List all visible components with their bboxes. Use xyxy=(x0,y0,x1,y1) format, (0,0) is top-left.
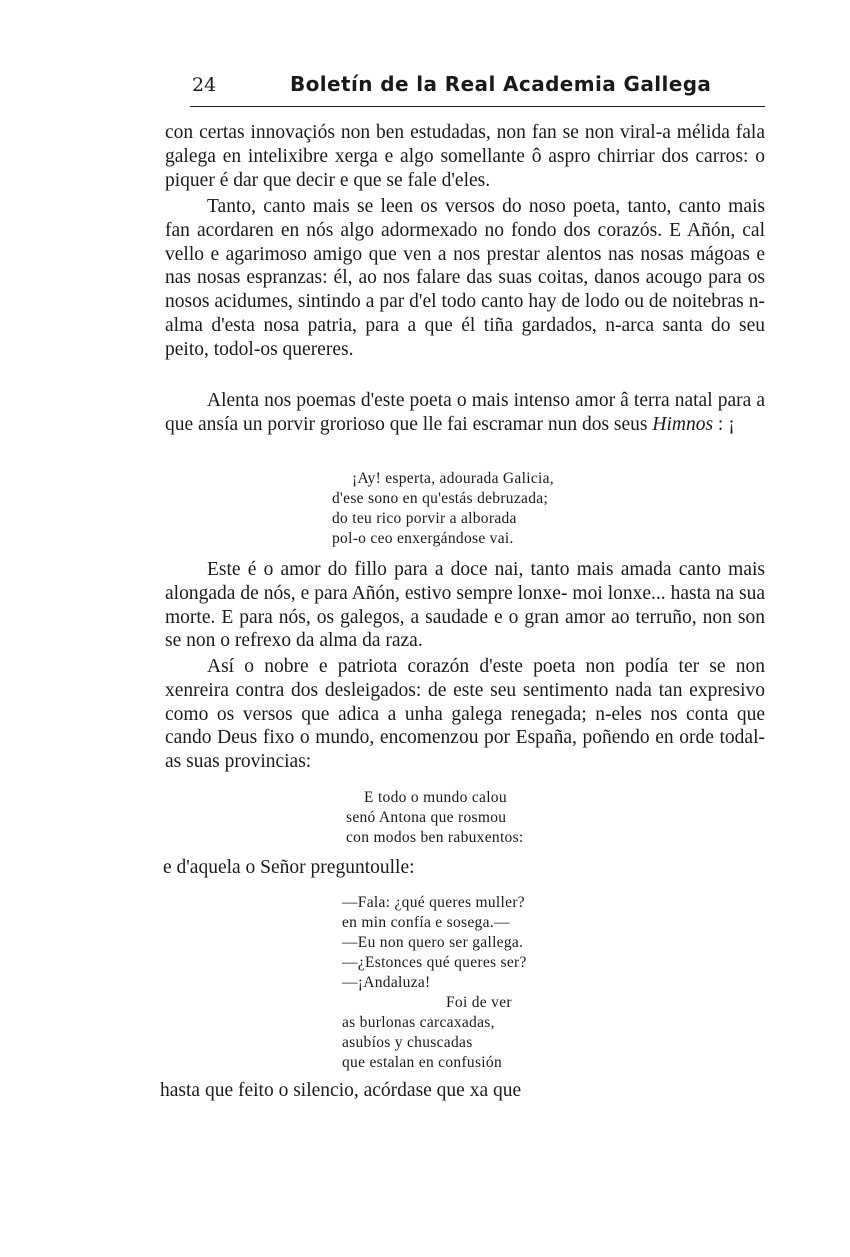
verse-line: do teu rico porvir a alborada xyxy=(332,510,517,527)
verse-stanza-3 xyxy=(342,893,527,1073)
verse-stanza-2 xyxy=(346,788,524,848)
page-number: 24 xyxy=(192,74,217,96)
verse-line: ¡Ay! esperta, adourada Galicia, xyxy=(352,470,554,487)
paragraph-6: e d'aquela o Señor preguntoulle: xyxy=(163,857,415,878)
paragraph-4: Este é o amor do fillo para a doce nai, tanto mais amada canto mais alongada de nós, e para Añón, estivo sempre lonxe- moi lonxe... hasta na sua morte. E para nós, os galegos, a saudade e o gran amor ao terruño, non son se non o refrexo da alma da raza. xyxy=(165,559,765,652)
verse-line: —¡Andaluza! xyxy=(342,974,431,991)
verse-line: d'ese sono en qu'estás debruzada; xyxy=(332,490,549,507)
paragraph-3-text: Alenta nos poemas d'este poeta o mais intenso amor â terra natal para a que ansía un porvir grorioso que lle fai escramar nun dos seus xyxy=(165,390,765,435)
verse-line: que estalan en confusión xyxy=(342,1054,502,1071)
verse-line: senó Antona que rosmou xyxy=(346,809,507,826)
verse-line: —¿Estonces qué queres ser? xyxy=(342,954,527,971)
verse-line: Foi de ver xyxy=(446,994,512,1011)
verse-line: —Fala: ¿qué queres muller? xyxy=(342,894,525,911)
verse-line: asubíos y chuscadas xyxy=(342,1034,473,1051)
paragraph-2: Tanto, canto mais se leen os versos do noso poeta, tanto, canto mais fan acordaren en nós algo adormexado no fondo dos corazós. E Añón, cal vello e agarimoso amigo que ven a nos prestar alentos nas nosas mágoas e nas nosas espranzas: él, ao nos falare das suas coitas, danos acougo para os nosos acidumes, sintindo a par d'el todo canto hay de lodo ou de noitebras n-alma d'esta nosa patria, para a que él tiña gardados, n-arca santa do seu peito, todol-os quereres. xyxy=(165,196,765,360)
verse-line: con modos ben rabuxentos: xyxy=(346,829,524,846)
running-header xyxy=(190,70,765,107)
paragraph-5: Así o nobre e patriota corazón d'este poeta non podía ter se non xenreira contra dos desleigados: de este seu sentimento nada tan expresivo como os versos que adica a unha galega renegada; n-eles nos conta que cando Deus fixo o mundo, encomenzou por España, poñendo en orde todal-as suas provincias: xyxy=(165,656,765,773)
verse-line: E todo o mundo calou xyxy=(364,789,507,806)
paragraph-7: hasta que feito o silencio, acórdase que xa que xyxy=(160,1080,522,1101)
paragraph-3 xyxy=(165,389,765,437)
verse-line: pol-o ceo enxergándose vai. xyxy=(332,530,514,547)
verse-line: as burlonas carcaxadas, xyxy=(342,1014,495,1031)
verse-stanza-1 xyxy=(332,469,554,549)
journal-title: Boletín de la Real Academia Gallega xyxy=(290,72,712,96)
verse-line: —Eu non quero ser gallega. xyxy=(342,934,524,951)
paragraph-3-end: : ¡ xyxy=(713,413,735,435)
paragraph-1: con certas innovaçiós non ben estudadas, non fan se non viral-a mélida fala galega en intelixibre xerga e algo somellante ô aspro chirriar dos carros: o piquer é dar que decir e que se fale d'eles. xyxy=(165,122,765,191)
verse-line: en min confía e sosega.— xyxy=(342,914,510,931)
himnos-title: Himnos xyxy=(652,413,714,435)
